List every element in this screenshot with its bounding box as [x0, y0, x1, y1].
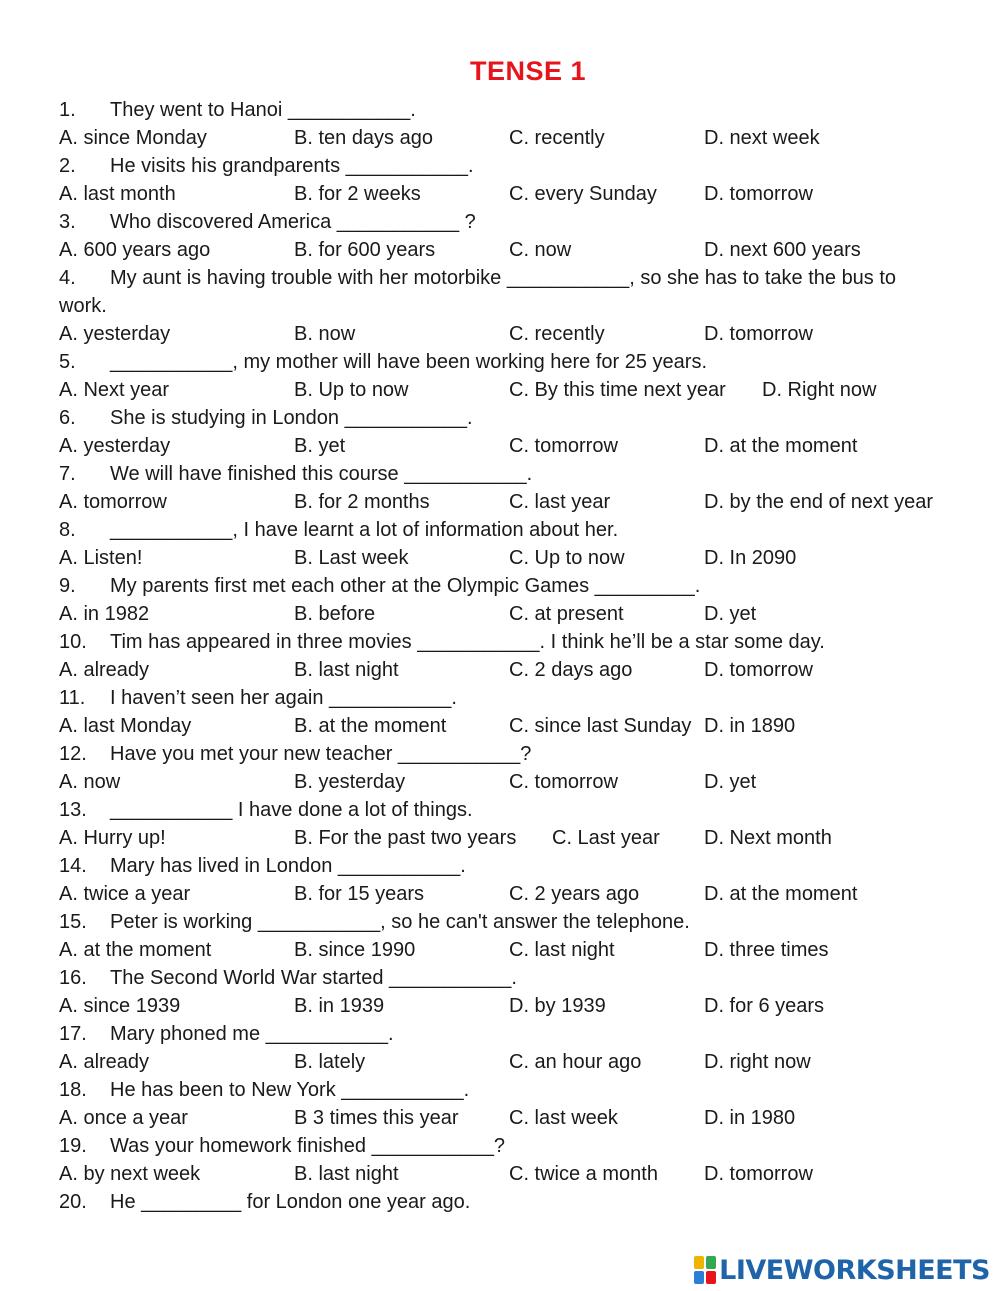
answer-options	[59, 936, 959, 964]
question-number: 7.	[59, 463, 76, 485]
question-stem	[59, 208, 959, 236]
answer-options	[59, 1104, 959, 1132]
question-number: 17.	[59, 1023, 87, 1045]
option-b[interactable]: B. last night	[294, 659, 399, 681]
option-d[interactable]: D. three times	[704, 939, 829, 961]
question-text: Peter is working ___________, so he can't answer the telephone.	[110, 911, 690, 933]
question-stem	[59, 264, 959, 292]
answer-options	[59, 124, 959, 152]
question-text: I haven’t seen her again ___________.	[110, 687, 457, 709]
question-stem	[59, 460, 959, 488]
question-stem	[59, 1132, 959, 1160]
option-c[interactable]: C. an hour ago	[509, 1051, 642, 1073]
option-c[interactable]: C. tomorrow	[509, 435, 618, 457]
answer-options	[59, 432, 959, 460]
option-a[interactable]: A. once a year	[59, 1107, 188, 1129]
option-b[interactable]: B. for 2 months	[294, 491, 430, 513]
option-b[interactable]: B. Up to now	[294, 379, 409, 401]
option-a[interactable]: A. by next week	[59, 1163, 201, 1185]
question-text: Mary has lived in London ___________.	[110, 855, 466, 877]
option-d[interactable]: D. tomorrow	[704, 659, 813, 681]
question-text: He has been to New York ___________.	[110, 1079, 470, 1101]
question-text: My parents first met each other at the Olympic Games _________.	[110, 575, 701, 597]
option-c[interactable]: C. every Sunday	[509, 183, 657, 205]
option-c[interactable]: C. By this time next year	[509, 379, 726, 401]
question-stem	[59, 740, 959, 768]
option-a[interactable]: A. yesterday	[59, 323, 171, 345]
question-text: He visits his grandparents ___________.	[110, 155, 474, 177]
option-b[interactable]: B. now	[294, 323, 356, 345]
question-stem	[59, 1020, 959, 1048]
liveworksheets-logo-icon	[694, 1256, 716, 1284]
option-d[interactable]: D. yet	[704, 603, 757, 625]
option-c[interactable]: C. 2 years ago	[509, 883, 640, 905]
question-text: My aunt is having trouble with her motorbike ___________, so she has to take the bus to	[110, 267, 897, 289]
option-b[interactable]: B. last night	[294, 1163, 399, 1185]
question-text: The Second World War started ___________.	[110, 967, 517, 989]
option-c[interactable]: D. by 1939	[509, 995, 606, 1017]
answer-options	[59, 488, 959, 516]
option-a[interactable]: A. 600 years ago	[59, 239, 211, 261]
answer-options	[59, 992, 959, 1020]
option-a[interactable]: A. since Monday	[59, 127, 207, 149]
option-b[interactable]: B. for 15 years	[294, 883, 425, 905]
option-b[interactable]: B. yesterday	[294, 771, 406, 793]
question-stem	[59, 964, 959, 992]
option-d[interactable]: D. at the moment	[704, 435, 858, 457]
question-stem	[59, 96, 959, 124]
question-stem	[59, 628, 959, 656]
question-number: 6.	[59, 407, 76, 429]
option-a[interactable]: A. already	[59, 1051, 150, 1073]
question-number: 5.	[59, 351, 76, 373]
answer-options	[59, 712, 959, 740]
question-stem	[59, 572, 959, 600]
answer-options	[59, 320, 959, 348]
question-number: 19.	[59, 1135, 87, 1157]
question-number: 4.	[59, 267, 76, 289]
question-stem	[59, 404, 959, 432]
question-number: 3.	[59, 211, 76, 233]
option-d[interactable]: D. in 1980	[704, 1107, 796, 1129]
option-a[interactable]: A. Next year	[59, 379, 170, 401]
question-text: He _________ for London one year ago.	[110, 1191, 471, 1213]
option-a[interactable]: A. tomorrow	[59, 491, 167, 513]
option-c[interactable]: C. since last Sunday	[509, 715, 692, 737]
question-text: She is studying in London ___________.	[110, 407, 473, 429]
question-text: Have you met your new teacher ___________?	[110, 743, 532, 765]
option-d[interactable]: D. next 600 years	[704, 239, 861, 261]
option-c[interactable]: C. recently	[509, 127, 605, 149]
question-text: ___________ I have done a lot of things.	[110, 799, 473, 821]
option-c[interactable]: C. now	[509, 239, 572, 261]
question-stem	[59, 908, 959, 936]
option-a[interactable]: A. now	[59, 771, 121, 793]
question-stem	[59, 348, 959, 376]
question-number: 14.	[59, 855, 87, 877]
option-b[interactable]: B. at the moment	[294, 715, 447, 737]
option-d[interactable]: D. tomorrow	[704, 183, 813, 205]
question-number: 16.	[59, 967, 87, 989]
question-text: ___________, my mother will have been working here for 25 years.	[110, 351, 708, 373]
option-c[interactable]: C. last week	[509, 1107, 618, 1129]
option-c[interactable]: C. 2 days ago	[509, 659, 633, 681]
option-d[interactable]: D. In 2090	[704, 547, 797, 569]
question-text: Mary phoned me ___________.	[110, 1023, 394, 1045]
option-d[interactable]: D. at the moment	[704, 883, 858, 905]
option-a[interactable]: A. Listen!	[59, 547, 143, 569]
option-d[interactable]: D. yet	[704, 771, 757, 793]
question-text: Tim has appeared in three movies ___________. I think he’ll be a star some day.	[110, 631, 825, 653]
worksheet-title: TENSE 1	[469, 56, 587, 86]
question-number: 20.	[59, 1191, 87, 1213]
question-stem	[59, 516, 959, 544]
question-number: 9.	[59, 575, 76, 597]
option-a[interactable]: A. yesterday	[59, 435, 171, 457]
question-stem	[59, 1188, 959, 1216]
answer-options	[59, 824, 959, 852]
option-d[interactable]: D. Right now	[762, 379, 877, 401]
option-a[interactable]: A. in 1982	[59, 603, 150, 625]
question-list	[59, 96, 959, 1216]
question-text: Was your homework finished ___________?	[110, 1135, 506, 1157]
option-d[interactable]: D. tomorrow	[704, 1163, 813, 1185]
option-b[interactable]: B. yet	[294, 435, 346, 457]
option-a[interactable]: A. last month	[59, 183, 176, 205]
option-c[interactable]: C. Up to now	[509, 547, 625, 569]
answer-options	[59, 376, 959, 404]
question-stem	[59, 1076, 959, 1104]
answer-options	[59, 1048, 959, 1076]
option-c[interactable]: C. Last year	[552, 827, 660, 849]
question-stem	[59, 796, 959, 824]
answer-options	[59, 236, 959, 264]
question-number: 15.	[59, 911, 87, 933]
option-d[interactable]: D. tomorrow	[704, 323, 813, 345]
question-text: They went to Hanoi ___________.	[110, 99, 416, 121]
answer-options	[59, 180, 959, 208]
question-number: 18.	[59, 1079, 87, 1101]
question-text: ___________, I have learnt a lot of information about her.	[110, 519, 619, 541]
answer-options	[59, 600, 959, 628]
question-number: 8.	[59, 519, 76, 541]
question-number: 11.	[59, 687, 86, 709]
option-b[interactable]: B. for 600 years	[294, 239, 436, 261]
option-c[interactable]: C. last year	[509, 491, 611, 513]
logo-text: LIVEWORKSHEETS	[719, 1254, 990, 1286]
option-b[interactable]: B. before	[294, 603, 376, 625]
question-text: Who discovered America ___________ ?	[110, 211, 476, 233]
option-b[interactable]: B. in 1939	[294, 995, 385, 1017]
option-d[interactable]: D. next week	[704, 127, 820, 149]
option-d[interactable]: D. Next month	[704, 827, 832, 849]
question-number: 1.	[59, 99, 76, 121]
answer-options	[59, 768, 959, 796]
option-b[interactable]: B. since 1990	[294, 939, 416, 961]
option-c[interactable]: C. tomorrow	[509, 771, 618, 793]
option-c[interactable]: C. twice a month	[509, 1163, 658, 1185]
answer-options	[59, 656, 959, 684]
question-text: We will have finished this course ___________.	[110, 463, 533, 485]
option-a[interactable]: A. Hurry up!	[59, 827, 166, 849]
option-a[interactable]: A. already	[59, 659, 150, 681]
answer-options	[59, 880, 959, 908]
question-stem	[59, 152, 959, 180]
option-c[interactable]: C. at present	[509, 603, 624, 625]
question-number: 12.	[59, 743, 87, 765]
option-b[interactable]: B. For the past two years	[294, 827, 517, 849]
question-number: 2.	[59, 155, 76, 177]
option-c[interactable]: C. recently	[509, 323, 605, 345]
option-d[interactable]: D. right now	[704, 1051, 811, 1073]
option-a[interactable]: A. last Monday	[59, 715, 192, 737]
liveworksheets-logo[interactable]	[694, 1252, 990, 1288]
option-b[interactable]: B 3 times this year	[294, 1107, 459, 1129]
question-number: 10.	[59, 631, 87, 653]
question-stem	[59, 684, 959, 712]
answer-options	[59, 1160, 959, 1188]
option-a[interactable]: A. at the moment	[59, 939, 212, 961]
option-a[interactable]: A. twice a year	[59, 883, 191, 905]
option-d[interactable]: D. by the end of next year	[704, 491, 934, 513]
option-b[interactable]: B. for 2 weeks	[294, 183, 421, 205]
question-number: 13.	[59, 799, 87, 821]
option-a[interactable]: A. since 1939	[59, 995, 181, 1017]
option-d[interactable]: D. in 1890	[704, 715, 796, 737]
answer-options	[59, 544, 959, 572]
question-stem-continuation: work.	[59, 295, 107, 317]
option-c[interactable]: C. last night	[509, 939, 615, 961]
option-b[interactable]: B. lately	[294, 1051, 366, 1073]
option-d[interactable]: D. for 6 years	[704, 995, 825, 1017]
question-stem	[59, 852, 959, 880]
option-b[interactable]: B. ten days ago	[294, 127, 433, 149]
option-b[interactable]: B. Last week	[294, 547, 409, 569]
